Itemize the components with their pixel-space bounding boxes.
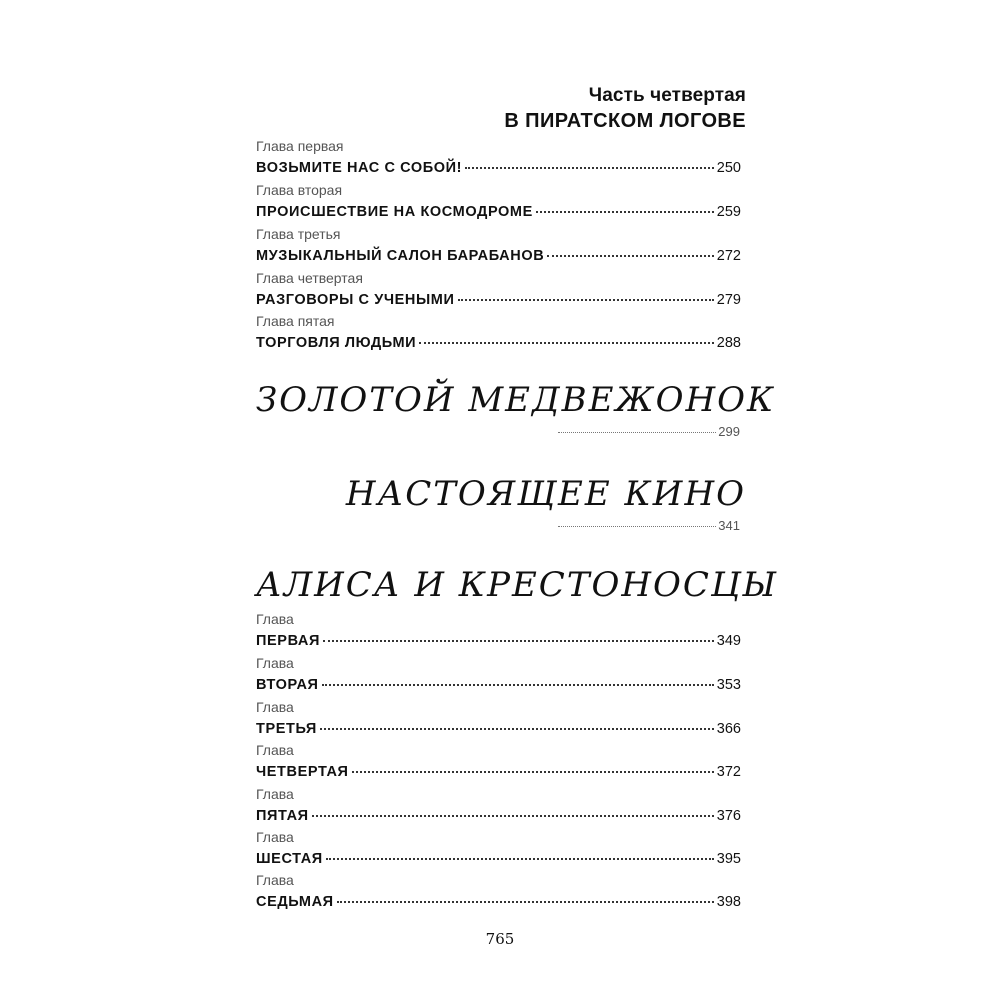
chapter-page: 376 xyxy=(716,808,741,824)
chapter-title: ЧЕТВЕРТАЯ xyxy=(256,764,349,780)
toc-entry-crusaders-ch1[interactable] xyxy=(256,610,741,654)
chapter-page: 395 xyxy=(716,851,741,867)
chapter-title: ШЕСТАЯ xyxy=(256,851,323,867)
story-title: АЛИСА И КРЕСТОНОСЦЫ xyxy=(256,565,779,605)
chapter-title: ПЕРВАЯ xyxy=(256,633,321,649)
toc-entry-crusaders-ch4[interactable] xyxy=(256,741,741,785)
dot-leader xyxy=(337,901,714,903)
story-page: 299 xyxy=(718,424,740,439)
chapter-label: Глава четвертая xyxy=(256,270,363,286)
story-entry-golden-bear[interactable] xyxy=(256,378,776,439)
toc-entry-crusaders-ch7[interactable] xyxy=(256,871,741,915)
chapter-label: Глава xyxy=(256,786,294,802)
chapter-label: Глава xyxy=(256,699,294,715)
dot-leader xyxy=(320,728,714,730)
chapter-label: Глава xyxy=(256,611,294,627)
chapter-page: 250 xyxy=(716,160,741,176)
dot-leader xyxy=(558,526,716,527)
chapter-page: 398 xyxy=(716,894,741,910)
chapter-label: Глава xyxy=(256,655,294,671)
chapter-label: Глава xyxy=(256,829,294,845)
chapter-page: 272 xyxy=(716,248,741,264)
chapter-label: Глава xyxy=(256,872,294,888)
chapter-title: СЕДЬМАЯ xyxy=(256,894,334,910)
chapter-title: РАЗГОВОРЫ С УЧЕНЫМИ xyxy=(256,292,455,308)
toc-entry-crusaders-ch5[interactable] xyxy=(256,785,741,829)
chapter-page: 288 xyxy=(716,335,741,351)
chapter-page: 372 xyxy=(716,764,741,780)
dot-leader xyxy=(458,299,714,301)
dot-leader xyxy=(352,771,714,773)
dot-leader xyxy=(322,684,714,686)
chapter-page: 353 xyxy=(716,677,741,693)
toc-entry-crusaders-ch6[interactable] xyxy=(256,828,741,872)
story-title: НАСТОЯЩЕЕ КИНО xyxy=(345,474,746,514)
chapter-title: ТРЕТЬЯ xyxy=(256,721,317,737)
part-label: Часть четвертая xyxy=(588,85,746,106)
dot-leader xyxy=(547,255,714,257)
story-entry-real-cinema[interactable] xyxy=(256,472,746,533)
story-title: ЗОЛОТОЙ МЕДВЕЖОНОК xyxy=(256,380,776,420)
chapter-page: 259 xyxy=(716,204,741,220)
chapter-title: ПЯТАЯ xyxy=(256,808,309,824)
chapter-title: ВТОРАЯ xyxy=(256,677,319,693)
chapter-title: ВОЗЬМИТЕ НАС С СОБОЙ! xyxy=(256,160,463,176)
dot-leader xyxy=(419,342,714,344)
chapter-label: Глава третья xyxy=(256,226,341,242)
chapter-title: ТОРГОВЛЯ ЛЮДЬМИ xyxy=(256,335,417,351)
part-header xyxy=(256,84,746,134)
story-page: 341 xyxy=(718,518,740,533)
chapter-label: Глава первая xyxy=(256,138,344,154)
chapter-label: Глава xyxy=(256,742,294,758)
chapter-title: ПРОИСШЕСТВИЕ НА КОСМОДРОМЕ xyxy=(256,204,533,220)
toc-entry-crusaders-ch2[interactable] xyxy=(256,654,741,698)
toc-entry-part4-ch2[interactable] xyxy=(256,181,741,225)
toc-entry-part4-ch3[interactable] xyxy=(256,225,741,269)
page-number: 765 xyxy=(485,930,515,948)
toc-entry-part4-ch1[interactable] xyxy=(256,137,741,181)
chapter-label: Глава пятая xyxy=(256,313,335,329)
dot-leader xyxy=(465,167,714,169)
chapter-page: 279 xyxy=(716,292,741,308)
chapter-page: 349 xyxy=(716,633,741,649)
toc-entry-part4-ch4[interactable] xyxy=(256,269,741,313)
story-entry-alice-crusaders[interactable] xyxy=(256,563,779,607)
chapter-label: Глава вторая xyxy=(256,182,343,198)
chapter-title: МУЗЫКАЛЬНЫЙ САЛОН БАРАБАНОВ xyxy=(256,248,545,264)
dot-leader xyxy=(326,858,714,860)
dot-leader xyxy=(558,432,716,433)
part-title: В ПИРАТСКОМ ЛОГОВЕ xyxy=(504,110,746,132)
dot-leader xyxy=(323,640,714,642)
chapter-page: 366 xyxy=(716,721,741,737)
dot-leader xyxy=(312,815,714,817)
dot-leader xyxy=(536,211,714,213)
toc-entry-crusaders-ch3[interactable] xyxy=(256,698,741,742)
toc-entry-part4-ch5[interactable] xyxy=(256,312,741,356)
